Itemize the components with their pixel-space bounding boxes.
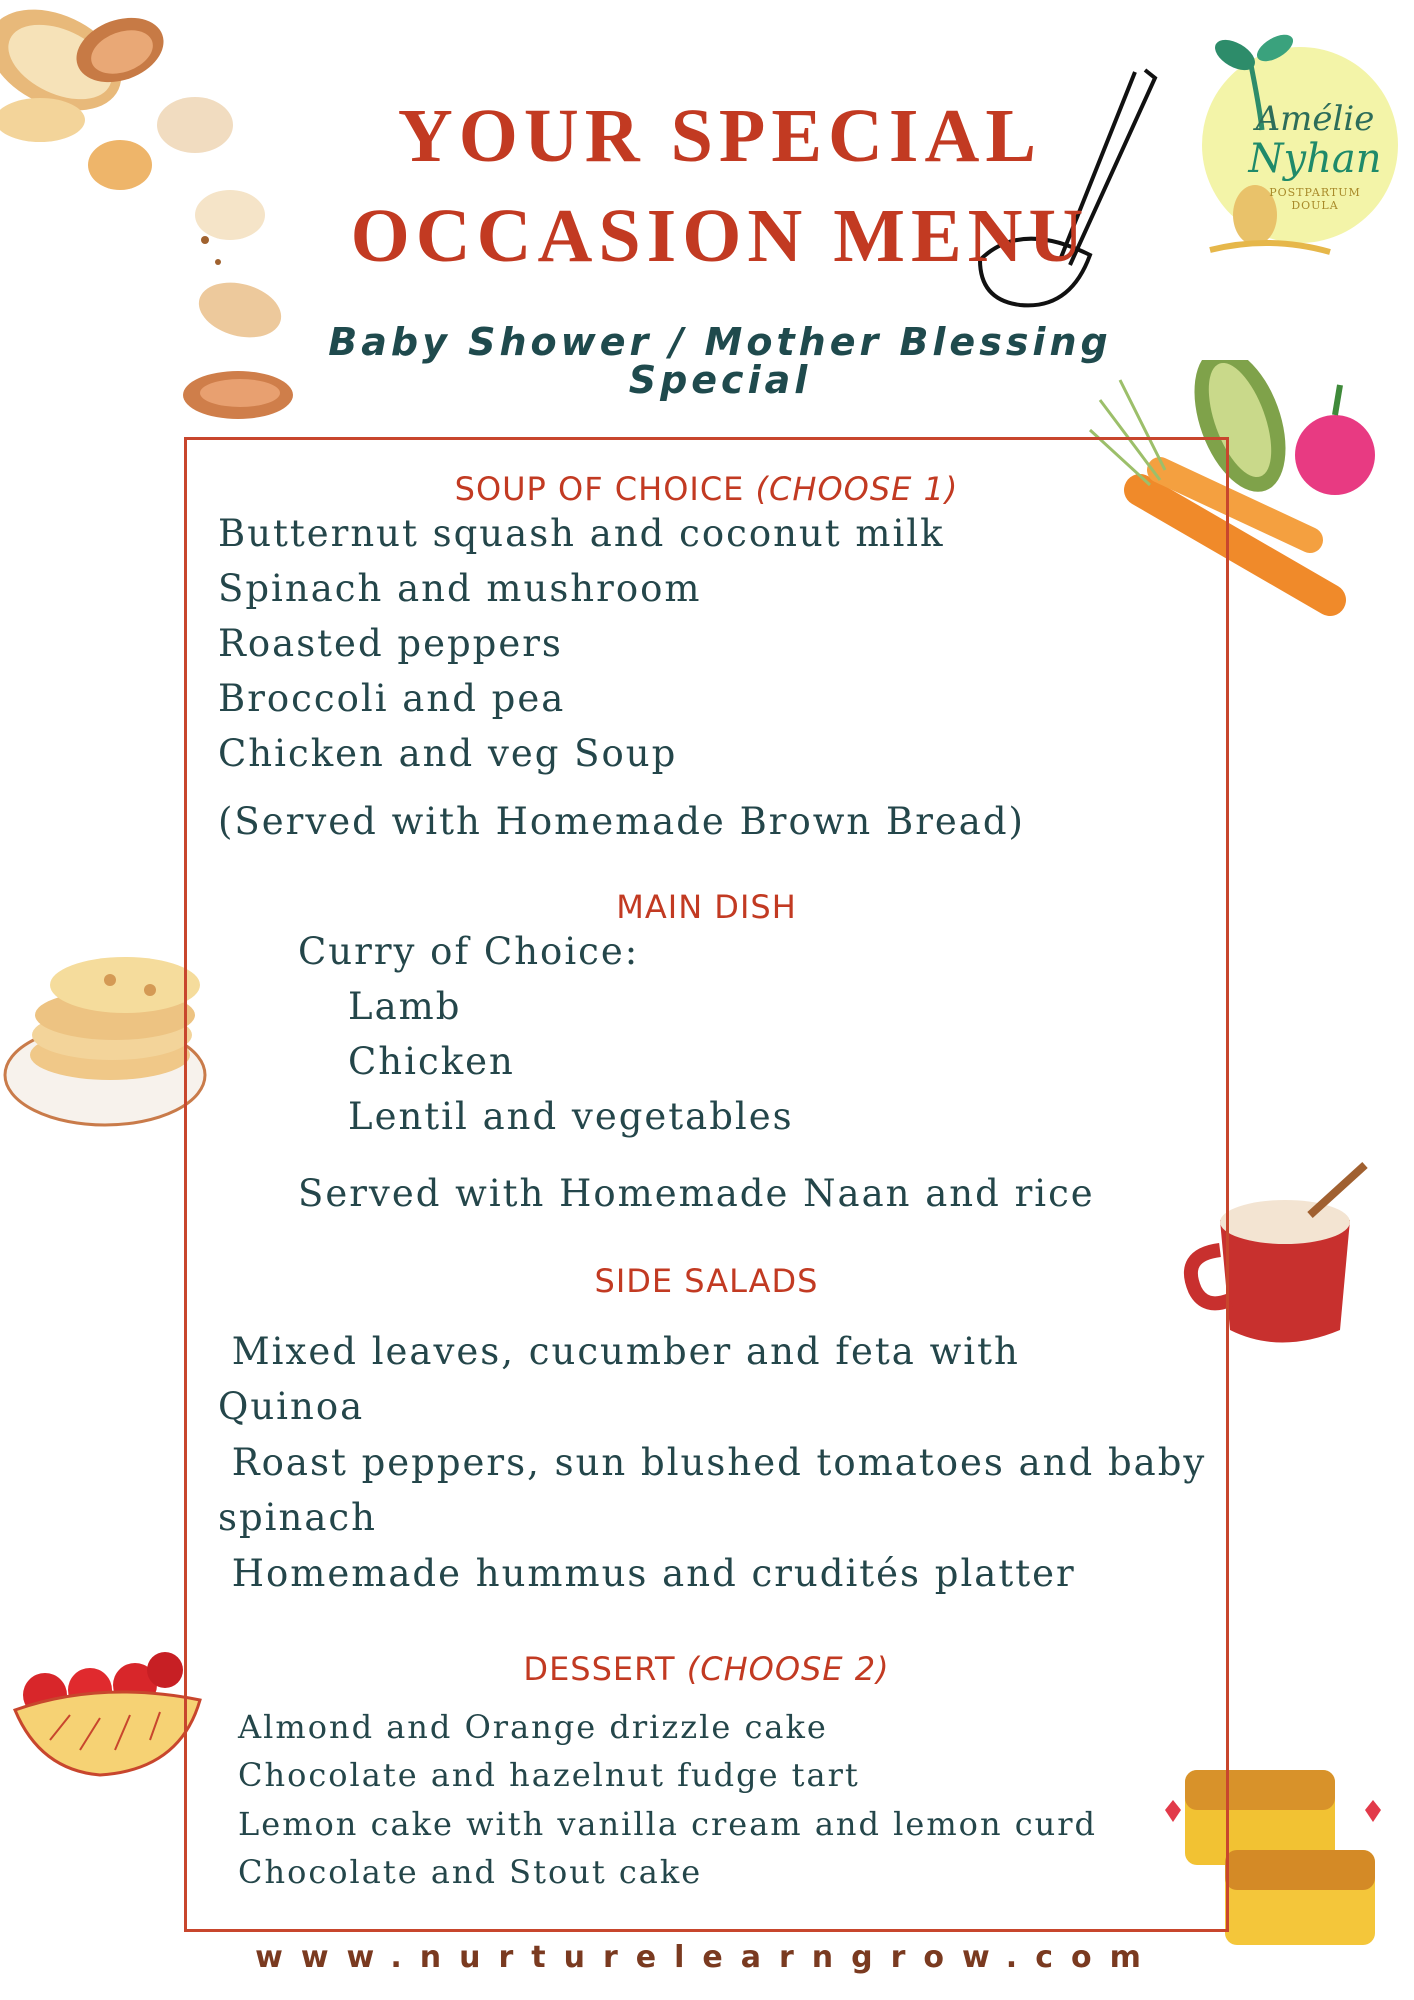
curry-option: Lamb	[348, 985, 462, 1028]
soup-item: Roasted peppers	[218, 622, 563, 665]
dessert-item: Almond and Orange drizzle cake	[238, 1708, 828, 1746]
logo-tagline-2: DOULA	[1291, 199, 1339, 212]
pancakes-icon	[0, 945, 210, 1145]
tomato-basket-icon	[0, 1640, 205, 1780]
main-heading: MAIN DISH	[616, 888, 797, 926]
dessert-choose: (CHOOSE 2)	[686, 1650, 890, 1688]
salad-line: spinach	[218, 1496, 377, 1539]
logo-name-first: Amélie	[1255, 99, 1375, 139]
logo-tagline-1: POSTPARTUM	[1269, 186, 1361, 199]
curry-option: Lentil and vegetables	[348, 1095, 794, 1138]
menu-subtitle-line1: Baby Shower / Mother Blessing	[328, 320, 1112, 364]
salad-line: Homemade hummus and crudités platter	[218, 1552, 1076, 1595]
salads-heading: SIDE SALADS	[594, 1262, 819, 1300]
menu-subtitle-line2: Special	[628, 358, 812, 402]
dessert-item: Chocolate and Stout cake	[238, 1853, 703, 1891]
soup-heading	[184, 470, 1229, 508]
dessert-heading	[184, 1650, 1229, 1688]
menu-title-line2: OCCASION MENU	[350, 194, 1090, 278]
dessert-heading-label: DESSERT	[523, 1650, 676, 1688]
soup-note: (Served with Homemade Brown Bread)	[218, 800, 1025, 843]
curry-option: Chicken	[348, 1040, 515, 1083]
dessert-item: Chocolate and hazelnut fudge tart	[238, 1756, 860, 1794]
footer-website: www.nurturelearngrow.com	[255, 1940, 1159, 1975]
soup-item: Butternut squash and coconut milk	[218, 512, 945, 555]
soup-heading-label: SOUP OF CHOICE	[454, 470, 745, 508]
dessert-item: Lemon cake with vanilla cream and lemon curd	[238, 1805, 1098, 1843]
salad-line: Roast peppers, sun blushed tomatoes and baby	[218, 1441, 1207, 1484]
bread-slices-icon	[0, 0, 300, 430]
soup-item: Broccoli and pea	[218, 677, 566, 720]
logo-text	[1240, 100, 1390, 212]
salad-line: Quinoa	[218, 1385, 365, 1428]
menu-title-line1: YOUR SPECIAL	[397, 94, 1043, 178]
curry-label: Curry of Choice:	[298, 930, 640, 973]
logo-name-last: Nyhan	[1248, 136, 1382, 182]
soup-item: Spinach and mushroom	[218, 567, 702, 610]
main-served: Served with Homemade Naan and rice	[298, 1172, 1095, 1215]
soup-item: Chicken and veg Soup	[218, 732, 678, 775]
soup-choose: (CHOOSE 1)	[755, 470, 959, 508]
salad-line: Mixed leaves, cucumber and feta with	[218, 1330, 1020, 1373]
